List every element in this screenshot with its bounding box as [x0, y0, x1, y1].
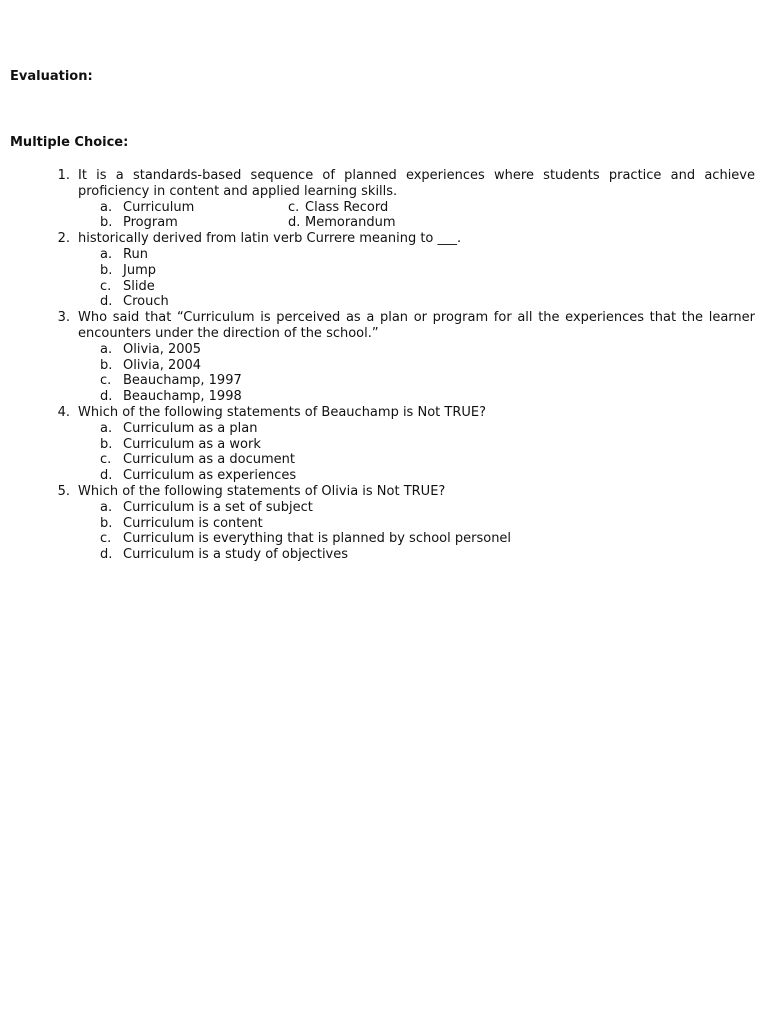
choice-item — [0, 437, 768, 453]
multiple-choice-heading: Multiple Choice: — [10, 135, 129, 150]
choice-text: Memorandum — [305, 215, 396, 231]
choice-text: Run — [123, 246, 148, 262]
choice-letter: b. — [100, 357, 113, 373]
choice-text: Beauchamp, 1997 — [123, 373, 242, 389]
choice-text: Curriculum is a set of subject — [123, 499, 313, 515]
question-text: Who said that “Curriculum is perceived as a plan or program for all the experiences that the learner encounters under the direction of the school.” — [78, 310, 755, 341]
question-number: 3. — [57, 310, 70, 326]
choice-letter: b. — [100, 215, 113, 231]
choice-item — [0, 358, 768, 374]
choice-letter: c. — [100, 373, 112, 389]
choice-item — [0, 500, 768, 516]
question-text: historically derived from latin verb Currere meaning to ___. — [78, 231, 462, 247]
question-5 — [0, 484, 768, 563]
question-text: Which of the following statements of Beauchamp is Not TRUE? — [78, 404, 486, 420]
choice-text: Slide — [123, 278, 155, 294]
choice-item — [0, 516, 768, 532]
choice-item — [0, 452, 768, 468]
choice-item — [0, 531, 768, 547]
choice-letter: c. — [288, 199, 300, 215]
question-3 — [0, 310, 768, 405]
choice-letter: c. — [100, 452, 112, 468]
choice-letter: a. — [100, 246, 113, 262]
choice-row — [0, 200, 768, 216]
choice-item — [0, 468, 768, 484]
choice-row — [0, 215, 768, 231]
choice-item — [0, 263, 768, 279]
choice-item — [0, 342, 768, 358]
choice-item — [0, 294, 768, 310]
choice-item — [0, 547, 768, 563]
choice-text: Curriculum as a document — [123, 452, 295, 468]
choice-letter: c. — [100, 531, 112, 547]
evaluation-heading: Evaluation: — [10, 69, 93, 84]
choice-letter: a. — [100, 499, 113, 515]
question-text: It is a standards-based sequence of planned experiences where students practice and achieve proficiency in content and applied learning skills. — [78, 168, 755, 199]
choice-text: Class Record — [305, 199, 389, 215]
choice-item — [0, 279, 768, 295]
choice-text: Curriculum is a study of objectives — [123, 547, 349, 563]
choice-text: Curriculum is content — [123, 515, 263, 531]
choice-letter: b. — [100, 262, 113, 278]
choice-letter: d. — [100, 389, 113, 405]
choice-letter: d. — [100, 294, 113, 310]
choice-text: Curriculum — [123, 199, 195, 215]
question-number: 1. — [57, 168, 70, 183]
choice-text: Curriculum is everything that is planned by school personel — [123, 531, 512, 547]
question-1 — [0, 168, 768, 231]
question-number: 4. — [57, 404, 70, 420]
choice-text: Olivia, 2004 — [123, 357, 202, 373]
choice-letter: c. — [100, 278, 112, 294]
question-number: 2. — [57, 231, 70, 247]
choice-letter: b. — [100, 515, 113, 531]
choice-letter: d. — [100, 547, 113, 563]
choice-text: Beauchamp, 1998 — [123, 389, 242, 405]
choice-text: Crouch — [123, 294, 169, 310]
choice-text: Curriculum as a plan — [123, 420, 258, 436]
question-list — [0, 168, 768, 563]
choice-item — [0, 389, 768, 405]
choice-text: Curriculum as a work — [123, 436, 261, 452]
choice-letter: d. — [288, 215, 301, 231]
choice-letter: a. — [100, 420, 113, 436]
choice-letter: d. — [100, 468, 113, 484]
question-2 — [0, 231, 768, 310]
choice-text: Jump — [123, 262, 156, 278]
choice-letter: b. — [100, 436, 113, 452]
choice-text: Program — [123, 215, 178, 231]
question-text: Which of the following statements of Olivia is Not TRUE? — [78, 483, 446, 499]
choice-item — [0, 373, 768, 389]
choice-text: Curriculum as experiences — [123, 468, 297, 484]
choice-item — [0, 421, 768, 437]
choice-item — [0, 247, 768, 263]
question-number: 5. — [57, 483, 70, 499]
choice-text: Olivia, 2005 — [123, 341, 202, 357]
choice-letter: a. — [100, 199, 113, 215]
question-4 — [0, 405, 768, 484]
choice-letter: a. — [100, 341, 113, 357]
